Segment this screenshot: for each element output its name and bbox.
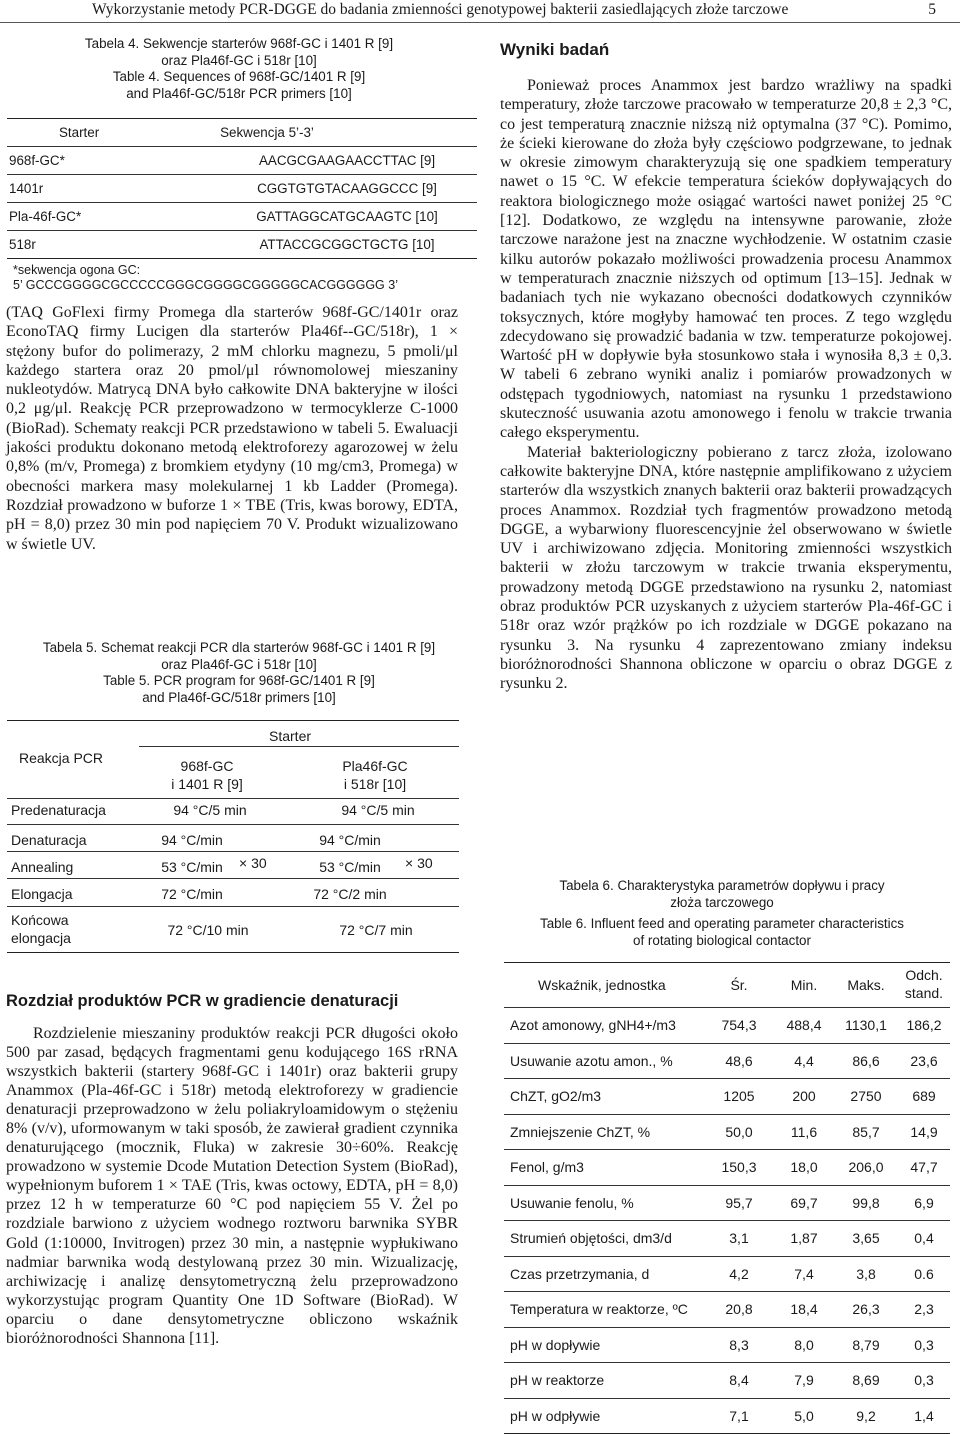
table-row [504,1043,950,1079]
table6-min: 7,9 [794,1372,814,1388]
left-paragraph-2: Rozdzielenie mieszaniny produktów reakcji PCR długości około 500 par zasad, będących fragmentami genu kodującego 16S rRNA wszystkich bakterii (startery 968f-GC i 1401r) oraz bakterii grupy Anammox (Pla-46f-GC i 518r) metodą elektroforezy w gradiencie denaturacji przeprowadzono w żelu poliakryloamidowym o stężeniu 8% (v/v), uformowanym w taki sposób, że zawierał gradient czynnika denaturującego (mocznik, Fluka) w zakresie 30÷60%. Reakcję prowadzono w systemie Dcode Mutation Detection System (BioRad), wypełnionym buforem 1 × TAE (Tris, kwas octowy, EDTA, pH = 8,0) przez 12 h w temperaturze 60 °C pod napięciem 55 V. Żel po rozdziale barwiono z użyciem wodnego roztworu barwnika SYBR Gold (1:10000, Invitrogen) przez 30 min, a następnie wypłukiwano nadmiar barwnika wodą destylowaną przez 30 min. Wizualizację, archiwizację i analizę densytometryczną żelu przeprowadzono wykorzystując program Quantity One 1D Software (BioRad). W oparciu o dane densytometryczne obliczono wskaźnik bioróżnorodności Shannona [11]. [6,1025,458,1347]
table5-rule-top [7,720,459,721]
table4-caption-pl-2: oraz Pla46f-GC i 518r [10] [161,52,317,68]
table-row [7,230,477,259]
table5-h-s1-2: i 1401 R [9] [171,776,243,792]
table4-caption-pl-1: Tabela 4. Sekwencje starterów 968f-GC i 1401 R [9] [84,36,394,51]
table6-min: 5,0 [794,1407,814,1424]
table4 [7,118,477,259]
results-paragraph-1: Ponieważ proces Anammox jest bardzo wrażliwy na spadki temperatury, złoże tarczowe pracowało w temperaturze 20,8 ± 2,3 °C, co jest temperaturą znacznie niższą niż optymalna (37 °C). Pomimo, że ścieki kierowane do złoża były częściowo podgrzewane, to jednak w okresie zimowym charakteryzują się one spadkiem temperatury nawet o 15 °C. W efekcie temperatura ścieków dopływających do reaktora biologicznego może osiągać wartości nawet poniżej 25 °C [12]. Dodatkowo, ze względu na intensywne parowanie, złoże tarczowe narażone jest na znaczne wychłodzenie. W ostatnim czasie kilku autorów pokazało możliwości prowadzenia procesu Anammox w temperaturach znacznie niższych od optimum [13–15]. Jednak w badaniach tych nie wykazano obecności dodatkowych czynników toksycznych, które mogłyby hamować ten proces. Z tego względu zdecydowano się prowadzić badania w tzw. temperaturze pokojowej. Wartość pH w dopływie była stosunkowo stała i wynosiła 8,3 ± 0,3. W tabeli 6 zebrano wyniki analiz i pomiarów prowadzonych w odstępach tygodniowych, natomiast na rysunku 1 przedstawiono skuteczność usuwania azotu amonowego i fenolu w trakcie trwania całego eksperymentu. [500,77,952,442]
table4-note-1: *sekwencja ogona GC: [13,263,141,277]
results-text [500,76,952,694]
table6-std: 14,9 [910,1123,938,1140]
table5-final-label-2: elongacja [11,930,71,946]
table6-caption [484,878,960,949]
running-title: Wykorzystanie metody PCR-DGGE do badania zmienności genotypowej bakterii zasiedlających złoże tarczowe [92,1,789,18]
table6-avg: 7,1 [729,1407,749,1424]
table6-param: Usuwanie fenolu, % [510,1194,634,1211]
table4-starter: Pla-46f-GC* [9,209,82,224]
table6-std: 23,6 [910,1052,938,1069]
table5-rule-bottom [7,952,459,953]
table5-rule [7,824,459,825]
table5-pre-v1: 94 °C/5 min [173,802,247,818]
table6-h-min: Min. [790,977,818,993]
table6-param: Usuwanie azotu amon., % [510,1052,673,1069]
table6-min: 200 [792,1088,816,1104]
table5-cycle-1: × 30 [239,855,267,871]
table-row [504,1114,950,1150]
table6-max: 1130,1 [845,1017,887,1033]
table4-col-sequence: Sekwencja 5’-3’ [220,125,314,140]
table6-param: Azot amonowy, gNH4+/m3 [510,1017,676,1033]
table-row [504,1220,950,1256]
table5-row-v2: 72 °C/2 min [313,886,387,902]
table6-max: 85,7 [852,1123,880,1140]
table-row [504,1256,950,1292]
table6-avg: 8,4 [729,1372,749,1388]
table5-h-s2-1: Pla46f-GC [342,758,408,774]
table5-h-s1-1: 968f-GC [180,758,234,774]
table5-row-label: Elongacja [11,886,73,902]
table-row [504,1291,950,1327]
table5-row-label: Denaturacja [11,832,87,848]
table-row [504,1362,950,1398]
table5-row-v1: 94 °C/min [161,832,223,848]
table6-max: 3,8 [856,1265,876,1282]
table6-avg: 8,3 [729,1336,749,1353]
table6-std: 47,7 [910,1159,938,1175]
table6-avg: 95,7 [725,1194,753,1211]
left-paragraph-1: (TAQ GoFlexi firmy Promega dla starterów 968f-GC/1401r oraz EconoTAQ firmy Lucigen dla starterów Pla46f--GC/518r), 1 × stężony bufor do polimerazy, 2 mM chlorku magnezu, 5 pmoli/μl każdego startera oraz 20 pmol/μl równomolowej mieszaniny nukleotydów. Matrycą DNA było całkowite DNA bakteryjne w ilości 0,2 μg/μl. Reakcję PCR przeprowadzono w termocyklerze C-1000 (BioRad). Schematy reakcji PCR przedstawiono w tabeli 5. Ewaluacji jakości produktu dokonano metodą elektroforezy agarozowej w żelu 0,8% (m/v, Promega) z bromkiem etydyny (10 mg/cm3, Promega) w obecności markera masy molekularnej 1 kb Ladder (Promega). Rozdział prowadzono w buforze 1 × TBE (Tris, kwas borowy, EDTA, pH = 8,0) przez 30 min pod napięciem 70 V. Produkt wizualizowano w świetle UV. [6,304,458,553]
table5-rule-sub [139,746,459,747]
table5-caption [0,640,478,706]
table6-param: Zmniejszenie ChZT, % [510,1123,651,1140]
table6-std: 0.6 [914,1265,934,1282]
table5-pre-label: Predenaturacja [11,802,106,818]
table6-param: Czas przetrzymania, d [510,1265,650,1282]
table5-rule [7,851,459,852]
table6 [504,962,950,1434]
table6-std: 186,2 [906,1017,942,1033]
table6-param: pH w reaktorze [510,1372,605,1388]
table4-seq: GATTAGGCATGCAAGTC [10] [256,209,438,224]
table6-max: 86,6 [852,1052,880,1069]
table6-max: 2750 [850,1088,882,1104]
table6-caption-pl-2: złoża tarczowego [670,894,774,910]
table6-min: 488,4 [786,1017,822,1033]
section-heading-dgge: Rozdział produktów PCR w gradiencie denaturacji [6,992,399,1010]
table6-caption-en-2: of rotating biological contactor [633,932,811,948]
page-number: 5 [928,1,936,18]
table6-max: 26,3 [852,1301,880,1317]
table6-max: 9,2 [856,1407,876,1424]
table5-row-v1: 53 °C/min [161,859,223,875]
table-row [7,202,477,230]
table6-avg: 48,6 [725,1052,753,1069]
table6-avg: 20,8 [725,1301,753,1317]
table5-cycle-2: × 30 [405,855,433,871]
table6-max: 206,0 [848,1159,884,1175]
table4-starter: 1401r [9,181,44,196]
table6-param: Strumień objętości, dm3/d [510,1230,672,1246]
table6-std: 0,3 [914,1372,934,1388]
table6-h-std-2: stand. [904,985,944,1001]
table6-h-max: Maks. [847,977,885,993]
table5-rule [7,906,459,907]
table5-rule [7,798,459,799]
table4-seq: CGGTGTGTACAAGGCCC [9] [257,181,437,196]
table6-caption-en-1: Table 6. Influent feed and operating parameter characteristics [540,916,904,931]
table5-h-reakcja: Reakcja PCR [19,750,104,766]
table6-param: ChZT, gO2/m3 [510,1088,602,1104]
table6-std: 689 [912,1088,936,1104]
table4-starter: 518r [9,237,36,252]
table6-param: Fenol, g/m3 [510,1159,584,1175]
table5-row-v2: 53 °C/min [319,859,381,875]
table6-caption-pl-1: Tabela 6. Charakterystyka parametrów dopływu i pracy [559,878,885,893]
table6-min: 4,4 [794,1052,814,1069]
table5-row-v1: 72 °C/min [161,886,223,902]
table6-min: 1,87 [790,1230,818,1246]
table6-param: pH w odpływie [510,1407,601,1424]
table-row [7,174,477,202]
table-row [504,1327,950,1363]
table-row [504,1398,950,1434]
table6-avg: 1205 [723,1088,755,1104]
table6-avg: 4,2 [729,1265,749,1282]
table6-param: pH w dopływie [510,1336,601,1353]
table6-header-row [504,962,950,1007]
table6-avg: 3,1 [729,1230,749,1246]
table4-caption [0,36,478,102]
results-paragraph-2: Materiał bakteriologiczny pobierano z tarcz złoża, izolowano całkowite bakteryjne DNA, które następnie amplifikowano z użyciem starterów dla wszystkich znanych bakterii oraz bakterii prowadzących proces Anammox. Rozdział tych fragmentów prowadzono metodą DGGE, a wybarwiony fluorescencyjnie żel obserwowano w świetle UV i archiwizowano zdjęcia. Monitoring zmienności wszystkich bakterii w złożu tarczowym w trakcie trwania eksperymentu, prowadzony metodą DGGE przedstawiono na rysunku 2, natomiast obraz produktów PCR uzyskanych z użyciem starterów Pla-46f-GC i 518r oraz wzór prążków po ich rozdziale w DGGE pokazano na rysunku 3. Na rysunku 4 zaprezentowano zmiany indeksu bioróżnorodności Shannona obliczone w oparciu o obraz DGGE z rysunku 2. [500,443,952,693]
table6-std: 6,9 [914,1194,934,1211]
table5-rule [7,878,459,879]
table6-min: 18,0 [790,1159,818,1175]
table6-min: 11,6 [790,1123,818,1140]
table-row [504,1185,950,1221]
table4-note [13,263,398,293]
table-row [504,1149,950,1185]
table4-note-2: 5’ GCCCGGGGCGCCCCCGGGCGGGGCGGGGGCACGGGGGG 3’ [13,278,398,292]
table6-min: 8,0 [794,1336,814,1353]
table5-final-v1: 72 °C/10 min [167,922,249,938]
table-row [7,146,477,174]
section-heading-results: Wyniki badań [500,40,610,59]
table6-min: 69,7 [790,1194,818,1211]
table6-body [504,1007,950,1433]
table5-final-v2: 72 °C/7 min [339,922,413,938]
table6-h-std-1: Odch. [905,967,943,983]
table6-std: 0,3 [914,1336,934,1353]
table6-max: 99,8 [852,1194,880,1211]
table5-row-label: Annealing [11,859,74,875]
table-row [504,1007,950,1043]
running-header [0,0,960,23]
table6-max: 8,69 [852,1372,880,1388]
table-row [504,1078,950,1114]
table5-caption-en-2: and Pla46f-GC/518r primers [10] [142,689,336,705]
table6-std: 2,3 [914,1301,934,1317]
table5-h-starter: Starter [269,728,312,744]
table5-caption-pl-2: oraz Pla46f-GC i 518r [10] [161,656,317,672]
table4-col-starter: Starter [59,125,100,140]
table5-row-v2: 94 °C/min [319,832,381,848]
table5-h-s2-2: i 518r [10] [343,776,407,792]
table6-std: 1,4 [914,1407,934,1424]
table6-h-name: Wskaźnik, jednostka [538,977,666,993]
table6-std: 0,4 [914,1230,934,1246]
table6-avg: 754,3 [721,1017,757,1033]
table4-starter: 968f-GC* [9,153,65,168]
table6-max: 8,79 [852,1336,880,1353]
table5-caption-en-1: Table 5. PCR program for 968f-GC/1401 R [9] [103,673,375,688]
table4-seq: AACGCGAAGAACCTTAC [9] [258,153,436,168]
table6-avg: 50,0 [725,1123,753,1140]
table6-min: 18,4 [790,1301,818,1317]
table4-seq: ATTACCGCGGCTGCTG [10] [259,237,435,252]
table5-pre-v2: 94 °C/5 min [341,802,415,818]
table4-header-row [7,118,477,146]
table6-avg: 150,3 [721,1159,757,1175]
table5-final-label-1: Końcowa [11,912,69,928]
table4-caption-en-2: and Pla46f-GC/518r PCR primers [10] [126,85,352,101]
table6-min: 7,4 [794,1265,814,1282]
table5-caption-pl-1: Tabela 5. Schemat reakcji PCR dla starterów 968f-GC i 1401 R [9] [42,640,436,655]
table6-param: Temperatura w reaktorze, ºC [510,1301,688,1317]
table6-h-avg: Śr. [730,977,748,993]
table6-max: 3,65 [852,1230,880,1246]
table4-caption-en-1: Table 4. Sequences of 968f-GC/1401 R [9] [112,69,366,84]
